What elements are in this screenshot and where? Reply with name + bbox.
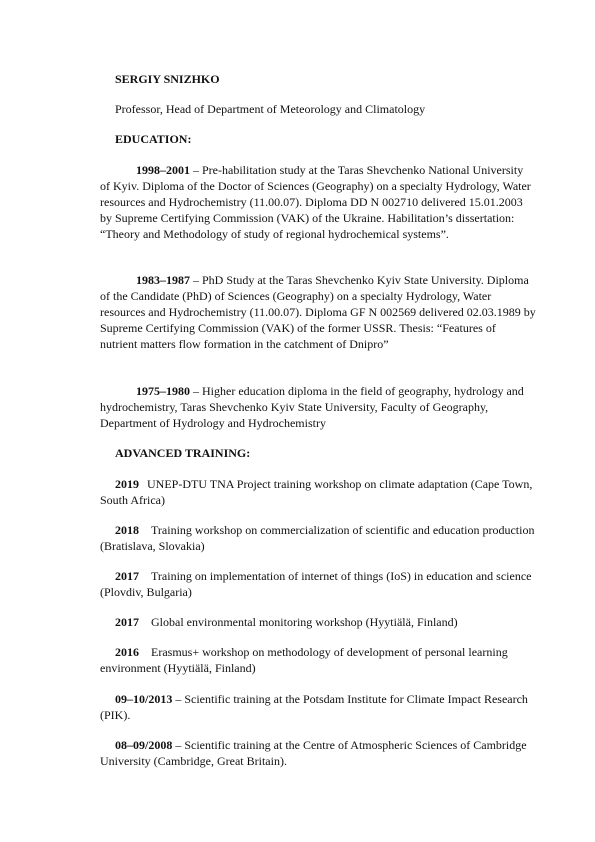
training-item	[100, 644, 536, 676]
training-item	[100, 522, 536, 554]
training-year: 09–10/2013	[115, 692, 173, 706]
training-text: Training workshop on commercialization of scientific and education production (Bratislava, Slovakia)	[100, 523, 535, 553]
training-text: – Scientific training at the Centre of Atmospheric Sciences of Cambridge University (Cambridge, Great Britain).	[100, 738, 527, 768]
education-text: – PhD Study at the Taras Shevchenko Kyiv State University. Diploma of the Candidate (PhD) of Sciences (Geography) on a specialty Hydrology, Water resources and Hydrochemistry (11.00.07). Diploma GF N 002569 delivered 02.03.1989 by Supreme Certifying Commission (VAK) of the former USSR. Thesis: “Features of nutrient matters flow formation in the catchment of Dnipro”	[100, 273, 536, 351]
training-text: UNEP-DTU TNA Project training workshop on climate adaptation (Cape Town, South Africa)	[100, 477, 533, 507]
education-years: 1983–1987	[136, 273, 190, 287]
training-text: – Scientific training at the Potsdam Institute for Climate Impact Research (PIK).	[100, 692, 528, 722]
education-years: 1998–2001	[136, 163, 190, 177]
training-item	[100, 691, 536, 723]
education-text: – Higher education diploma in the field of geography, hydrology and hydrochemistry, Taras Shevchenko Kyiv State University, Faculty of Geography, Department of Hydrology and Hydrochemistry	[100, 384, 524, 430]
education-years: 1975–1980	[136, 384, 190, 398]
training-year: 2017	[115, 569, 139, 583]
training-year: 08–09/2008	[115, 738, 173, 752]
training-heading: ADVANCED TRAINING:	[115, 446, 251, 460]
training-year: 2018	[115, 523, 139, 537]
training-item	[100, 614, 536, 630]
education-heading: EDUCATION:	[115, 132, 192, 146]
education-item	[100, 162, 536, 242]
training-text: Erasmus+ workshop on methodology of development of personal learning environment (Hyytiälä, Finland)	[100, 645, 508, 675]
education-text: – Pre-habilitation study at the Taras Shevchenko National University of Kyiv. Diploma of the Doctor of Sciences (Geography) on a specialty Hydrology, Water resources and Hydrochemistry (11.00.07). Diploma DD N 002710 delivered 15.01.2003 by Supreme Certifying Commission (VAK) of the Ukraine. Habilitation’s dissertation: “Theory and Methodology of study of regional hydrochemical systems”.	[100, 163, 531, 241]
training-item	[100, 568, 536, 600]
training-text: Training on implementation of internet of things (IoS) in education and science (Plovdiv, Bulgaria)	[100, 569, 532, 599]
education-item	[100, 383, 536, 431]
training-year: 2017	[115, 615, 139, 629]
person-name: SERGIY SNIZHKO	[115, 72, 220, 86]
training-year: 2016	[115, 645, 139, 659]
training-item	[100, 476, 536, 508]
training-item	[100, 737, 536, 769]
training-year: 2019	[115, 477, 139, 491]
education-item	[100, 272, 536, 352]
training-text: Global environmental monitoring workshop (Hyytiälä, Finland)	[151, 615, 458, 629]
position-title: Professor, Head of Department of Meteorology and Climatology	[115, 102, 426, 116]
